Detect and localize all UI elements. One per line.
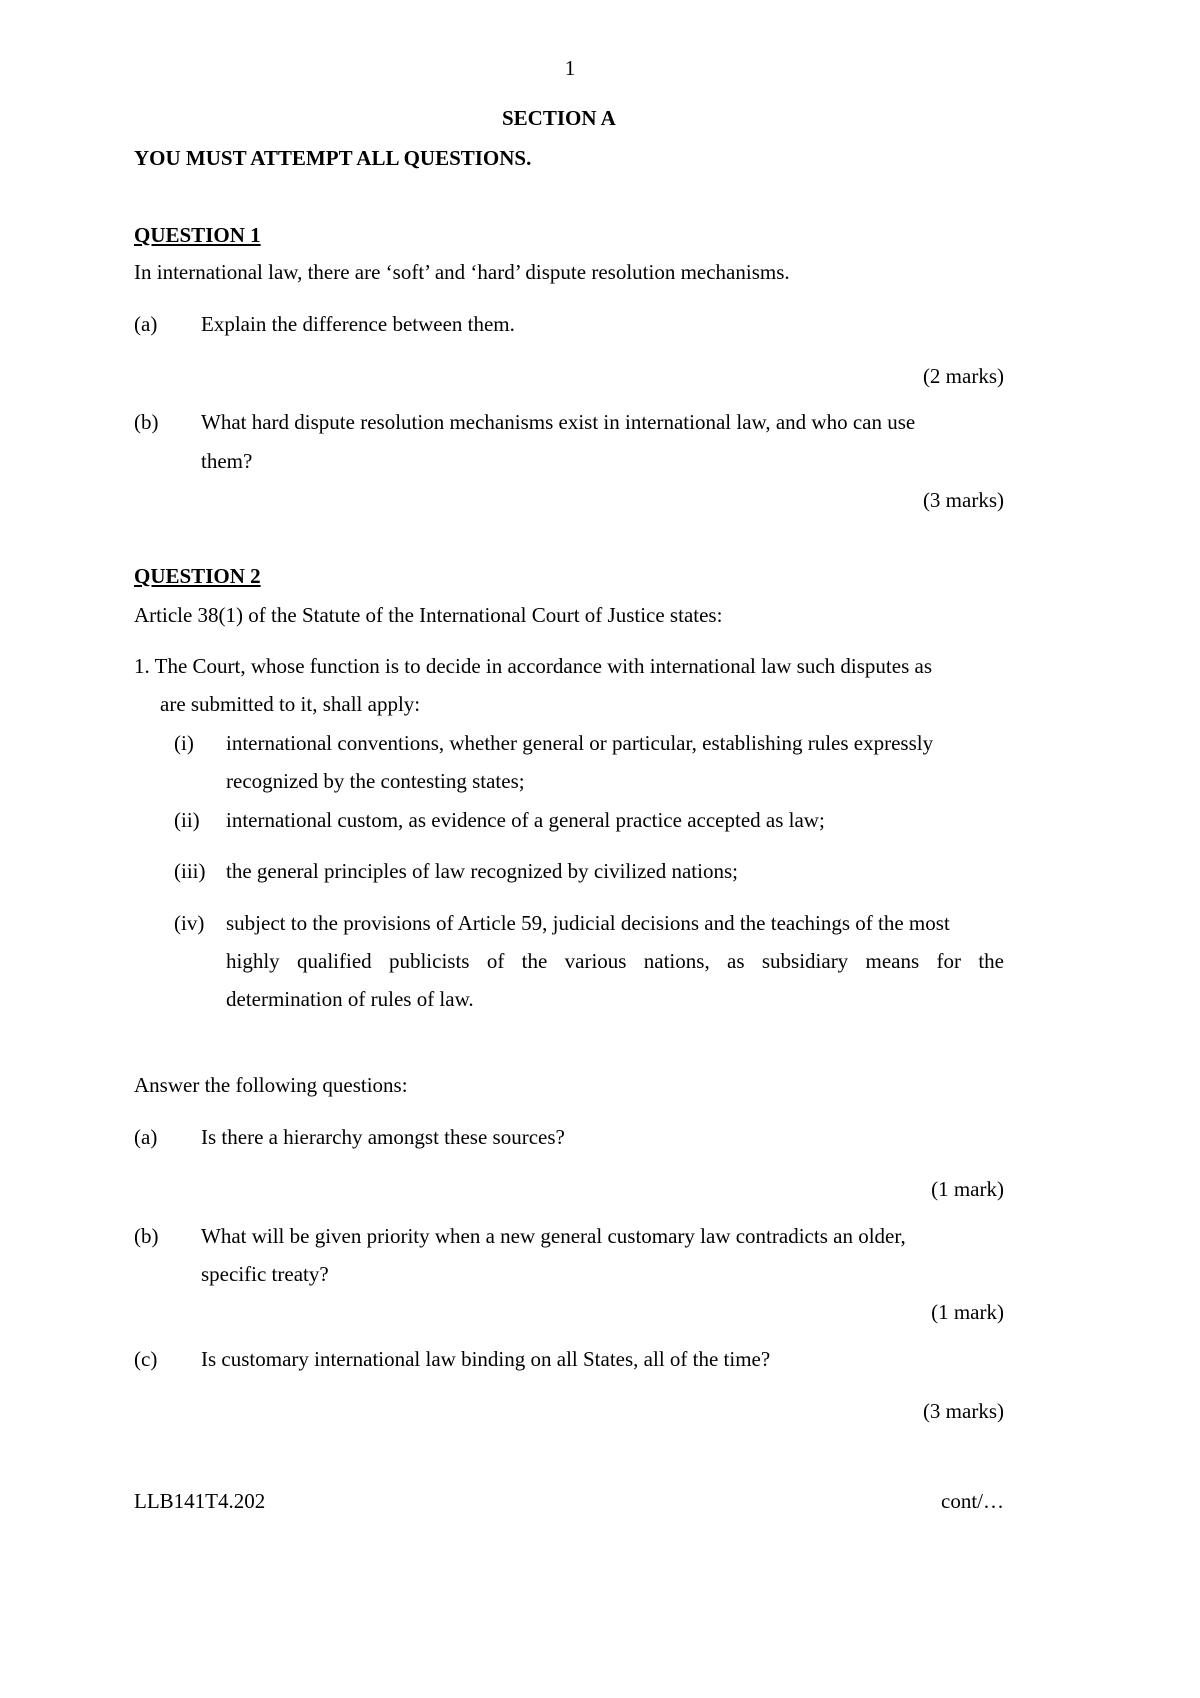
question-2-heading: QUESTION 2 — [134, 564, 261, 588]
question-1-intro: In international law, there are ‘soft’ and ‘hard’ dispute resolution mechanisms. — [134, 260, 790, 284]
word: means — [865, 949, 920, 973]
instruction: YOU MUST ATTEMPT ALL QUESTIONS. — [134, 146, 532, 170]
word: nations, — [643, 949, 710, 973]
article-clause-line1: 1. The Court, whose function is to decide in accordance with international law such disputes as — [134, 654, 932, 678]
word: various — [564, 949, 627, 973]
source-iii-line1: the general principles of law recognized by civilized nations; — [226, 859, 738, 883]
section-title: SECTION A — [502, 106, 616, 130]
word: publicists — [388, 949, 470, 973]
article-clause-line2: are submitted to it, shall apply: — [160, 692, 421, 716]
question-1b-text-line1: What hard dispute resolution mechanisms exist in international law, and who can use — [201, 410, 916, 434]
question-2-intro: Article 38(1) of the Statute of the International Court of Justice states: — [134, 603, 723, 627]
question-2b-text-line1: What will be given priority when a new general customary law contradicts an older, — [201, 1224, 906, 1248]
source-iv-line1: subject to the provisions of Article 59, judicial decisions and the teachings of the most — [226, 911, 950, 935]
question-1a-marks: (2 marks) — [922, 364, 1004, 388]
word: of — [486, 949, 505, 973]
question-1-heading: QUESTION 1 — [134, 223, 261, 247]
footer-code: LLB141T4.202 — [134, 1489, 266, 1513]
word: for — [936, 949, 961, 973]
source-iii-label: (iii) — [174, 859, 206, 883]
question-1a-label: (a) — [134, 312, 158, 336]
word: subsidiary — [761, 949, 849, 973]
answer-intro: Answer the following questions: — [134, 1073, 408, 1097]
question-2c-label: (c) — [134, 1347, 158, 1371]
question-2b-label: (b) — [134, 1224, 159, 1248]
question-1b-marks: (3 marks) — [922, 488, 1004, 512]
source-i-line2: recognized by the contesting states; — [226, 769, 525, 793]
word: qualified — [297, 949, 372, 973]
question-1a-text: Explain the difference between them. — [201, 312, 515, 336]
source-iv-line3: determination of rules of law. — [226, 987, 474, 1011]
question-2c-marks: (3 marks) — [922, 1399, 1004, 1423]
source-i-line1: international conventions, whether general or particular, establishing rules expressly — [226, 731, 934, 755]
word: highly — [226, 949, 280, 973]
word: the — [978, 949, 1004, 973]
source-i-label: (i) — [174, 731, 194, 755]
word: as — [727, 949, 745, 973]
question-2a-marks: (1 mark) — [931, 1177, 1004, 1201]
question-2c-text: Is customary international law binding on all States, all of the time? — [201, 1347, 771, 1371]
question-2a-label: (a) — [134, 1125, 158, 1149]
source-ii-label: (ii) — [174, 808, 200, 832]
question-2a-text: Is there a hierarchy amongst these sources? — [201, 1125, 565, 1149]
question-2b-text-line2: specific treaty? — [201, 1262, 329, 1286]
question-1b-label: (b) — [134, 410, 159, 434]
footer-continued: cont/… — [941, 1489, 1004, 1513]
source-ii-line1: international custom, as evidence of a general practice accepted as law; — [226, 808, 825, 832]
question-1b-text-line2: them? — [201, 449, 253, 473]
question-2b-marks: (1 mark) — [931, 1300, 1004, 1324]
source-iv-label: (iv) — [174, 911, 205, 935]
page-number: 1 — [564, 56, 576, 80]
word: the — [521, 949, 548, 973]
source-iv-line2 — [226, 951, 1004, 972]
